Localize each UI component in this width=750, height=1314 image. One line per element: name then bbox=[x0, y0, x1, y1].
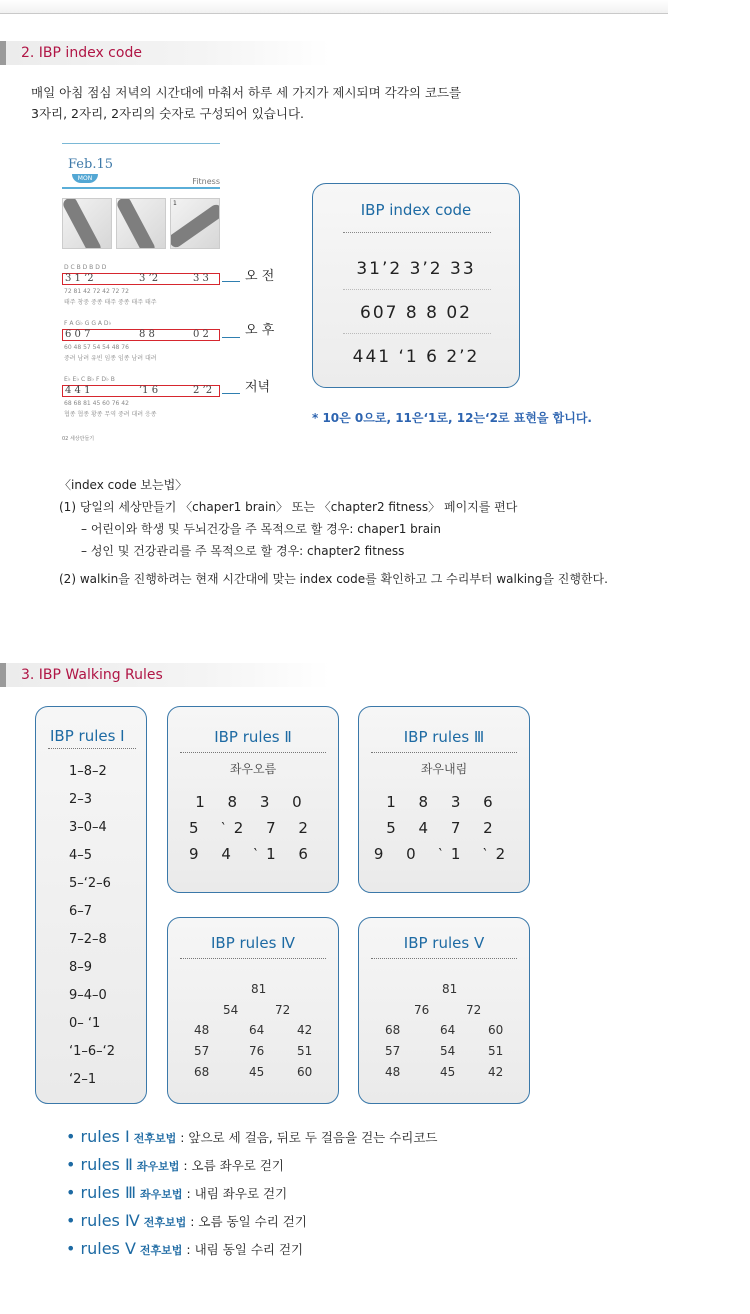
rules-2-line-3: 9 4 ‵1 6 bbox=[189, 845, 317, 863]
rules-4-value: 42 bbox=[297, 1023, 313, 1037]
rules-5-value: 72 bbox=[466, 1003, 482, 1017]
rules-3-divider bbox=[371, 752, 517, 753]
noon-code-1: 6 0 7 bbox=[65, 329, 91, 340]
bullet-icon: • bbox=[66, 1211, 81, 1230]
legend-desc: : 오름 좌우로 걷기 bbox=[183, 1158, 285, 1173]
noon-code-3: 0 2 bbox=[193, 329, 209, 340]
rules-3-subtitle: 좌우내림 bbox=[420, 762, 468, 776]
rules-5-value: 64 bbox=[440, 1023, 456, 1037]
rules-4-value: 76 bbox=[249, 1044, 265, 1058]
rules-2-line-1: 1 8 3 0 bbox=[195, 793, 311, 811]
noon-words: 중려 남려 유빈 임종 임종 남려 대려 bbox=[64, 355, 157, 362]
section-3-header bbox=[0, 663, 330, 687]
legend-item bbox=[66, 1211, 438, 1239]
legend-desc: : 내림 좌우로 걷기 bbox=[186, 1186, 288, 1201]
bullet-icon: • bbox=[66, 1183, 81, 1202]
legend-rule: rules Ⅳ bbox=[80, 1211, 140, 1230]
rules-1-item: 5–‘2–6 bbox=[69, 876, 111, 891]
calendar-top-line bbox=[62, 143, 220, 144]
index-code-divider bbox=[343, 232, 491, 233]
rules-4-box bbox=[167, 917, 339, 1104]
evening-code-3: 2 ’2 bbox=[193, 385, 213, 396]
rules-1-divider bbox=[48, 748, 136, 749]
exercise-photo-1 bbox=[62, 198, 112, 249]
rules-5-value: 51 bbox=[488, 1044, 504, 1058]
howto-step-1b: – 성인 및 건강관리를 주 목적으로 할 경우: chapter2 fitness bbox=[81, 544, 405, 558]
rules-1-item: ‘1–6–‘2 bbox=[69, 1044, 116, 1059]
legend-kind: 전후보법 bbox=[143, 1216, 187, 1229]
evening-code-1: 4 4 1 bbox=[65, 385, 91, 396]
morning-connector bbox=[222, 281, 240, 282]
top-divider-bar bbox=[0, 0, 668, 14]
rules-3-title: IBP rules Ⅲ bbox=[403, 728, 485, 746]
rules-4-title: IBP rules Ⅳ bbox=[210, 934, 296, 952]
rules-5-value: 48 bbox=[385, 1065, 401, 1079]
noon-numbers: 60 48 57 54 54 48 76 bbox=[64, 344, 129, 351]
calendar-page-image bbox=[62, 143, 222, 443]
legend-desc: : 내림 동일 수리 걷기 bbox=[186, 1242, 304, 1257]
howto-step-2: (2) walkin을 진행하려는 현재 시간대에 맞는 index code를 확인하고 그 수리부터 walking을 진행한다. bbox=[59, 572, 608, 586]
rules-1-item: ‘2–1 bbox=[69, 1072, 97, 1087]
noon-code-2: 8 8 bbox=[139, 329, 155, 340]
rules-4-value: 81 bbox=[251, 982, 267, 996]
rules-1-item: 1–8–2 bbox=[69, 764, 107, 779]
rules-5-value: 42 bbox=[488, 1065, 504, 1079]
index-code-note: * 10은 0으로, 11은‘1로, 12는‘2로 표현을 합니다. bbox=[312, 411, 592, 425]
rules-4-value: 64 bbox=[249, 1023, 265, 1037]
evening-words: 협종 협종 황종 무역 중려 대려 응종 bbox=[64, 411, 157, 418]
howto-title: 〈index code 보는법〉 bbox=[59, 478, 188, 492]
legend-kind: 전후보법 bbox=[139, 1244, 183, 1257]
rules-2-box bbox=[167, 706, 339, 893]
rules-1-item: 6–7 bbox=[69, 904, 93, 919]
rules-5-value: 81 bbox=[442, 982, 458, 996]
index-code-divider-2 bbox=[343, 289, 491, 290]
legend-item bbox=[66, 1183, 438, 1211]
legend-kind: 좌우보법 bbox=[140, 1188, 183, 1201]
index-code-title: IBP index code bbox=[360, 201, 472, 219]
legend-kind: 좌우보법 bbox=[136, 1160, 180, 1173]
rules-1-title: IBP rules Ⅰ bbox=[50, 727, 125, 745]
intro-line-1: 매일 아침 점심 저녁의 시간대에 마춰서 하루 세 가지가 제시되며 각각의 코드를 bbox=[31, 85, 462, 100]
rules-legend bbox=[66, 1127, 438, 1267]
index-code-box bbox=[312, 183, 520, 388]
calendar-section-label: Fitness bbox=[192, 177, 220, 186]
rules-4-value: 60 bbox=[297, 1065, 313, 1079]
section-3-title: 3. IBP Walking Rules bbox=[21, 667, 163, 683]
calendar-weekday: MON bbox=[72, 174, 98, 183]
rules-1-item: 7–2–8 bbox=[69, 932, 107, 947]
bullet-icon: • bbox=[66, 1239, 81, 1258]
index-code-morning: 31’2 3’2 33 bbox=[356, 259, 476, 279]
morning-code-2: 3 ’2 bbox=[139, 273, 159, 284]
intro-line-2: 3자리, 2자리, 2자리의 숫자로 구성되어 있습니다. bbox=[31, 106, 304, 121]
rules-5-value: 54 bbox=[440, 1044, 456, 1058]
photo-number-3: 1 bbox=[173, 200, 177, 207]
rules-2-line-2: 5 ‵2 7 2 bbox=[189, 819, 317, 837]
rules-2-title: IBP rules Ⅱ bbox=[214, 728, 292, 746]
legend-item bbox=[66, 1239, 438, 1267]
noon-connector bbox=[222, 337, 240, 338]
rules-5-value: 45 bbox=[440, 1065, 456, 1079]
index-code-evening: 441 ‘1 6 2’2 bbox=[352, 347, 480, 367]
index-code-divider-3 bbox=[343, 333, 491, 334]
rules-5-divider bbox=[371, 958, 517, 959]
morning-label: 오 전 bbox=[245, 269, 275, 284]
rules-5-value: 57 bbox=[385, 1044, 401, 1058]
section-2-intro bbox=[31, 82, 631, 124]
howto-step-1: (1) 당일의 세상만들기 〈chaper1 brain〉 또는 〈chapter2 fitness〉 페이지를 편다 bbox=[59, 500, 518, 514]
rules-4-value: 72 bbox=[275, 1003, 291, 1017]
legend-kind: 전후보법 bbox=[133, 1132, 177, 1145]
rules-5-title: IBP rules Ⅴ bbox=[403, 934, 485, 952]
rules-1-item: 3–0–4 bbox=[69, 820, 107, 835]
rules-1-item: 2–3 bbox=[69, 792, 93, 807]
legend-rule: rules Ⅴ bbox=[80, 1239, 136, 1258]
legend-item bbox=[66, 1127, 438, 1155]
morning-numbers: 72 81 42 72 42 72 72 bbox=[64, 288, 129, 295]
rules-4-divider bbox=[180, 958, 326, 959]
noon-notes: F A G♭ G G A D♭ bbox=[64, 320, 112, 327]
evening-numbers: 68 68 81 45 60 76 42 bbox=[64, 400, 129, 407]
rules-4-value: 45 bbox=[249, 1065, 265, 1079]
rules-2-divider bbox=[180, 752, 326, 753]
legend-desc: : 오름 동일 수리 걷기 bbox=[190, 1214, 307, 1229]
calendar-blue-rule bbox=[62, 187, 220, 189]
legend-rule: rules Ⅰ bbox=[80, 1127, 130, 1146]
bullet-icon: • bbox=[66, 1155, 81, 1174]
rules-4-value: 68 bbox=[194, 1065, 210, 1079]
rules-4-value: 51 bbox=[297, 1044, 313, 1058]
evening-code-box bbox=[62, 385, 220, 397]
rules-1-item: 9–4–0 bbox=[69, 988, 107, 1003]
rules-3-line-3: 9 0 ‵1 ‵2 bbox=[373, 845, 515, 863]
legend-desc: : 앞으로 세 걸음, 뒤로 두 걸음을 걷는 수리코드 bbox=[180, 1130, 438, 1145]
morning-code-box bbox=[62, 273, 220, 285]
exercise-photo-3 bbox=[170, 198, 220, 249]
morning-code-1: 3 1 ’2 bbox=[65, 273, 94, 284]
morning-notes: D C B D B D D bbox=[64, 264, 107, 271]
rules-2-subtitle: 좌우오름 bbox=[229, 762, 277, 776]
section-2-header bbox=[0, 41, 330, 65]
rules-1-item: 8–9 bbox=[69, 960, 93, 975]
morning-code-3: 3 3 bbox=[193, 273, 209, 284]
howto-section bbox=[59, 474, 608, 590]
rules-4-value: 54 bbox=[223, 1003, 239, 1017]
evening-code-2: ’1 6 bbox=[139, 385, 159, 396]
evening-notes: E♭ E♭ C B♭ F D♭ B bbox=[64, 376, 115, 383]
rules-5-value: 76 bbox=[414, 1003, 430, 1017]
noon-code-box bbox=[62, 329, 220, 341]
noon-label: 오 후 bbox=[245, 323, 275, 338]
calendar-date: Feb.15 bbox=[68, 157, 113, 172]
legend-item bbox=[66, 1155, 438, 1183]
howto-step-1a: – 어린이와 학생 및 두뇌건강을 주 목적으로 할 경우: chaper1 brain bbox=[81, 522, 441, 536]
rules-5-value: 68 bbox=[385, 1023, 401, 1037]
exercise-photo-2 bbox=[116, 198, 166, 249]
rules-4-value: 57 bbox=[194, 1044, 210, 1058]
morning-words: 태주 창중 중종 태주 중종 태주 태주 bbox=[64, 299, 157, 306]
calendar-footer: 02 세상만들기 bbox=[62, 436, 95, 442]
evening-label: 저녁 bbox=[245, 380, 271, 395]
rules-3-box bbox=[358, 706, 530, 893]
bullet-icon: • bbox=[66, 1127, 81, 1146]
section-2-title: 2. IBP index code bbox=[21, 45, 142, 61]
rules-5-value: 60 bbox=[488, 1023, 504, 1037]
index-code-noon: 607 8 8 02 bbox=[360, 303, 472, 323]
evening-connector bbox=[222, 393, 240, 394]
rules-5-box bbox=[358, 917, 530, 1104]
rules-1-box bbox=[35, 706, 147, 1104]
rules-3-line-2: 5 4 7 2 bbox=[386, 819, 502, 837]
rules-1-item: 4–5 bbox=[69, 848, 93, 863]
rules-1-item: 0– ‘1 bbox=[69, 1016, 101, 1031]
legend-rule: rules Ⅱ bbox=[80, 1155, 133, 1174]
rules-4-value: 48 bbox=[194, 1023, 210, 1037]
rules-3-line-1: 1 8 3 6 bbox=[386, 793, 502, 811]
legend-rule: rules Ⅲ bbox=[80, 1183, 136, 1202]
